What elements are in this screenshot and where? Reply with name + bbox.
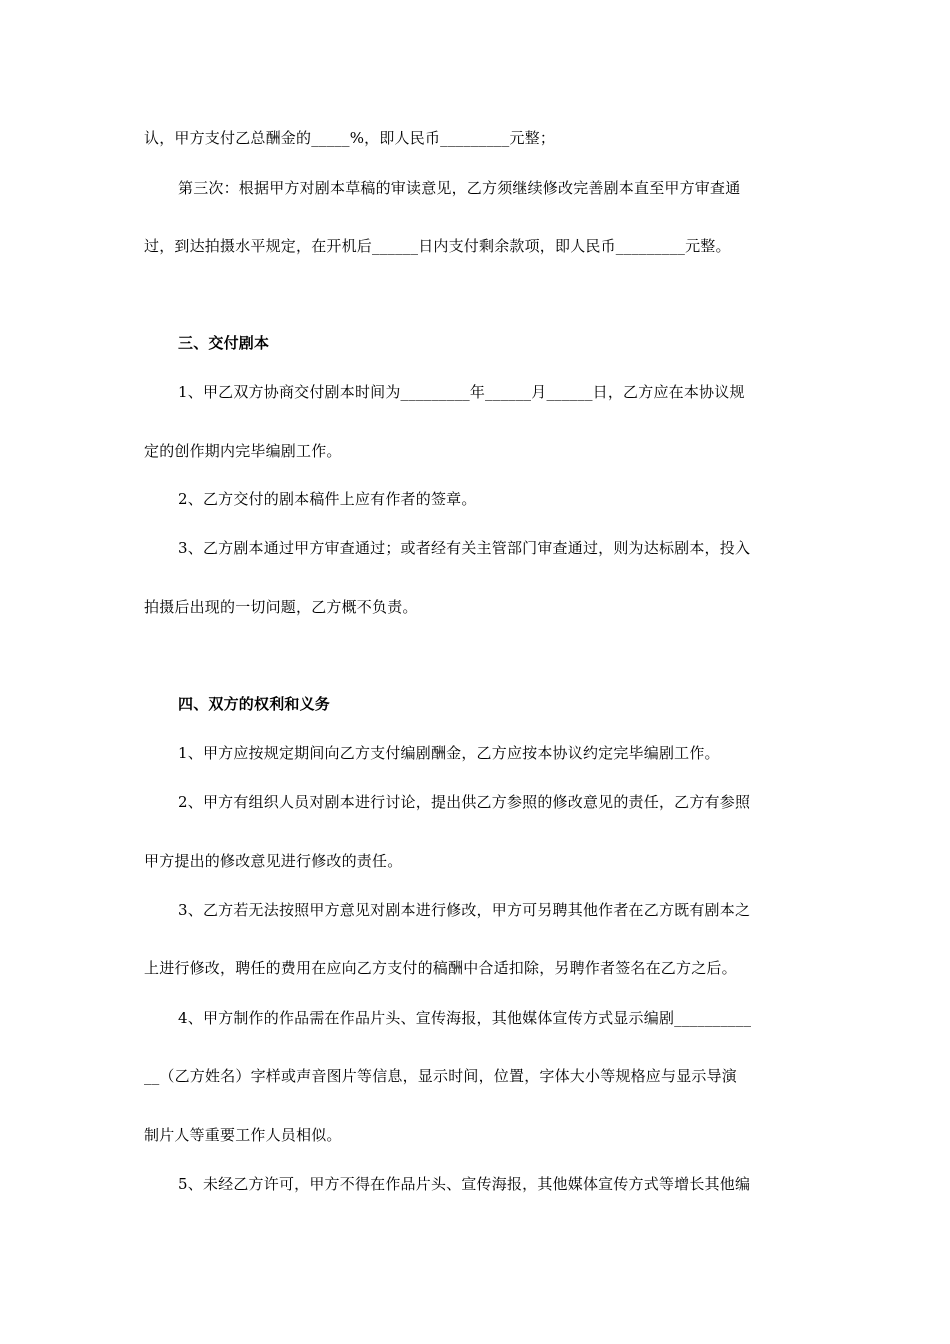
paragraph-line: 上进行修改，聘任的费用在应向乙方支付的稿酬中合适扣除，另聘作者签名在乙方之后。 [144, 959, 737, 977]
paragraph-line: 认，甲方支付乙总酬金的_____%，即人民币_________元整； [144, 129, 556, 147]
paragraph-line: 3、乙方剧本通过甲方审查通过；或者经有关主管部门审查通过，则为达标剧本，投入 [178, 539, 751, 557]
paragraph-line: 拍摄后出现的一切问题，乙方概不负责。 [144, 598, 418, 616]
section-heading: 三、交付剧本 [178, 334, 270, 352]
paragraph-line: 甲方提出的修改意见进行修改的责任。 [144, 852, 403, 870]
paragraph-line: __（乙方姓名）字样或声音图片等信息，显示时间，位置，字体大小等规格应与显示导演 [144, 1067, 738, 1085]
paragraph-line: 1、甲方应按规定期间向乙方支付编剧酬金，乙方应按本协议约定完毕编剧工作。 [178, 744, 720, 762]
paragraph-line: 4、甲方制作的作品需在作品片头、宣传海报，其他媒体宣传方式显示编剧__________ [178, 1009, 752, 1027]
paragraph-line: 制片人等重要工作人员相似。 [144, 1126, 342, 1144]
paragraph-line: 1、甲乙双方协商交付剧本时间为_________年______月______日，乙方应在本协议规 [178, 383, 745, 401]
paragraph-line: 定的创作期内完毕编剧工作。 [144, 442, 342, 460]
paragraph-line: 2、乙方交付的剧本稿件上应有作者的签章。 [178, 490, 477, 508]
paragraph-line: 3、乙方若无法按照甲方意见对剧本进行修改，甲方可另聘其他作者在乙方既有剧本之 [178, 901, 751, 919]
section-heading: 四、双方的权利和义务 [178, 695, 331, 713]
paragraph-line: 2、甲方有组织人员对剧本进行讨论，提出供乙方参照的修改意见的责任，乙方有参照 [178, 793, 751, 811]
paragraph-line: 第三次：根据甲方对剧本草稿的审读意见，乙方须继续修改完善剧本直至甲方审查通 [178, 179, 741, 197]
paragraph-line: 5、未经乙方许可，甲方不得在作品片头、宣传海报，其他媒体宣传方式等增长其他编 [178, 1175, 751, 1193]
paragraph-line: 过，到达拍摄水平规定，在开机后______日内支付剩余款项，即人民币_________元整。 [144, 237, 731, 255]
